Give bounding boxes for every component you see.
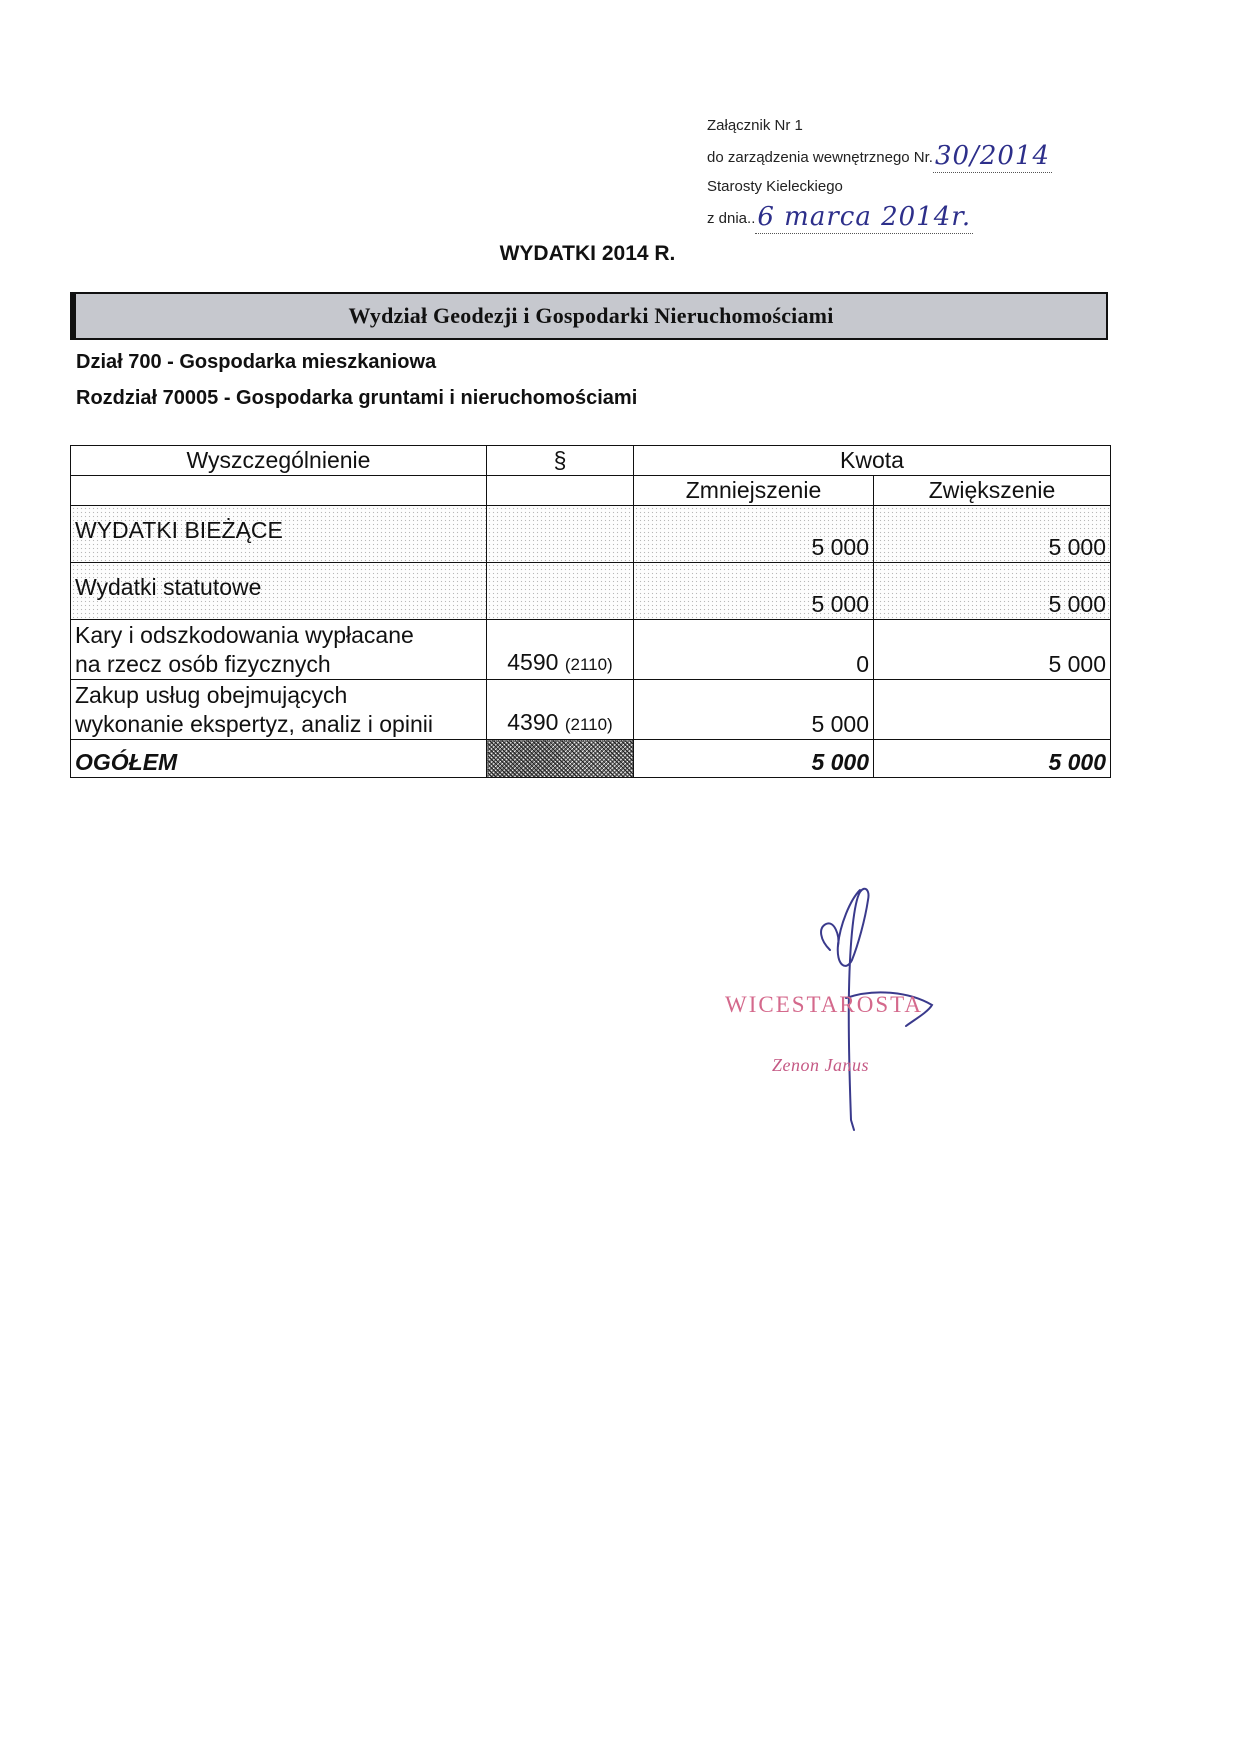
date-line [707, 201, 1067, 234]
regulation-number-handwritten: 30/2014 [934, 141, 1050, 171]
row-paragraph [487, 563, 634, 620]
header-empty-1 [71, 476, 487, 506]
row-label [71, 680, 487, 740]
table-row [71, 620, 1111, 680]
row-increase: 5 000 [874, 563, 1111, 620]
header-increase: Zwiększenie [874, 476, 1111, 506]
header-description: Wyszczególnienie [71, 446, 487, 476]
row-label-line: Zakup usług obejmujących [75, 682, 348, 708]
stamp-title: WICESTAROSTA [725, 992, 923, 1017]
row-decrease: 0 [634, 620, 874, 680]
document-title: WYDATKI 2014 R. [499, 242, 676, 265]
header-decrease: Zmniejszenie [634, 476, 874, 506]
row-paragraph [487, 506, 634, 563]
row-label: Wydatki statutowe [71, 563, 487, 620]
row-increase: 5 000 [874, 620, 1111, 680]
rozdzial-heading: Rozdział 70005 - Gospodarka gruntami i nieruchomościami [76, 387, 638, 409]
header-empty-2 [487, 476, 634, 506]
total-row [71, 740, 1111, 778]
total-paragraph-hatched [487, 740, 634, 778]
stamp-name: Zenon Janus [772, 1055, 869, 1075]
table-row [71, 506, 1111, 563]
table-subheader-row [71, 476, 1111, 506]
department-banner [70, 292, 1108, 340]
table-row [71, 563, 1111, 620]
total-decrease: 5 000 [634, 740, 874, 778]
regulation-prefix: do zarządzenia wewnętrznego Nr. [707, 149, 933, 166]
paragraph-subcode: (2110) [564, 715, 613, 734]
budget-table [70, 445, 1111, 778]
attachment-number: Załącznik Nr 1 [707, 117, 803, 134]
issuer-line: Starosty Kieleckiego [707, 178, 843, 195]
paragraph-code: 4390 [507, 709, 559, 735]
table-header-row [71, 446, 1111, 476]
row-label-line: Kary i odszkodowania wypłacane [75, 622, 414, 648]
row-paragraph [487, 680, 634, 740]
table-row [71, 680, 1111, 740]
row-increase: 5 000 [874, 506, 1111, 563]
total-increase: 5 000 [874, 740, 1111, 778]
date-prefix: z dnia.. [707, 210, 756, 227]
regulation-number-line [707, 140, 1067, 173]
row-label-line: wykonanie ekspertyz, analiz i opinii [75, 711, 433, 737]
total-label: OGÓŁEM [71, 740, 487, 778]
date-field [755, 201, 973, 234]
signature-block [700, 880, 1020, 1140]
row-decrease: 5 000 [634, 680, 874, 740]
department-name: Wydział Geodezji i Gospodarki Nieruchomościami [348, 303, 834, 328]
row-paragraph [487, 620, 634, 680]
row-label-line: na rzecz osób fizycznych [75, 651, 331, 677]
row-label: WYDATKI BIEŻĄCE [71, 506, 487, 563]
dzial-heading: Dział 700 - Gospodarka mieszkaniowa [76, 351, 437, 373]
regulation-number-field [933, 140, 1052, 173]
row-label [71, 620, 487, 680]
header-amount: Kwota [634, 446, 1111, 476]
date-handwritten: 6 marca 2014r. [757, 202, 972, 232]
row-decrease: 5 000 [634, 506, 874, 563]
paragraph-subcode: (2110) [564, 655, 613, 674]
header-paragraph: § [487, 446, 634, 476]
paragraph-code: 4590 [507, 649, 559, 675]
row-increase [874, 680, 1111, 740]
attachment-header [707, 112, 1067, 234]
row-decrease: 5 000 [634, 563, 874, 620]
